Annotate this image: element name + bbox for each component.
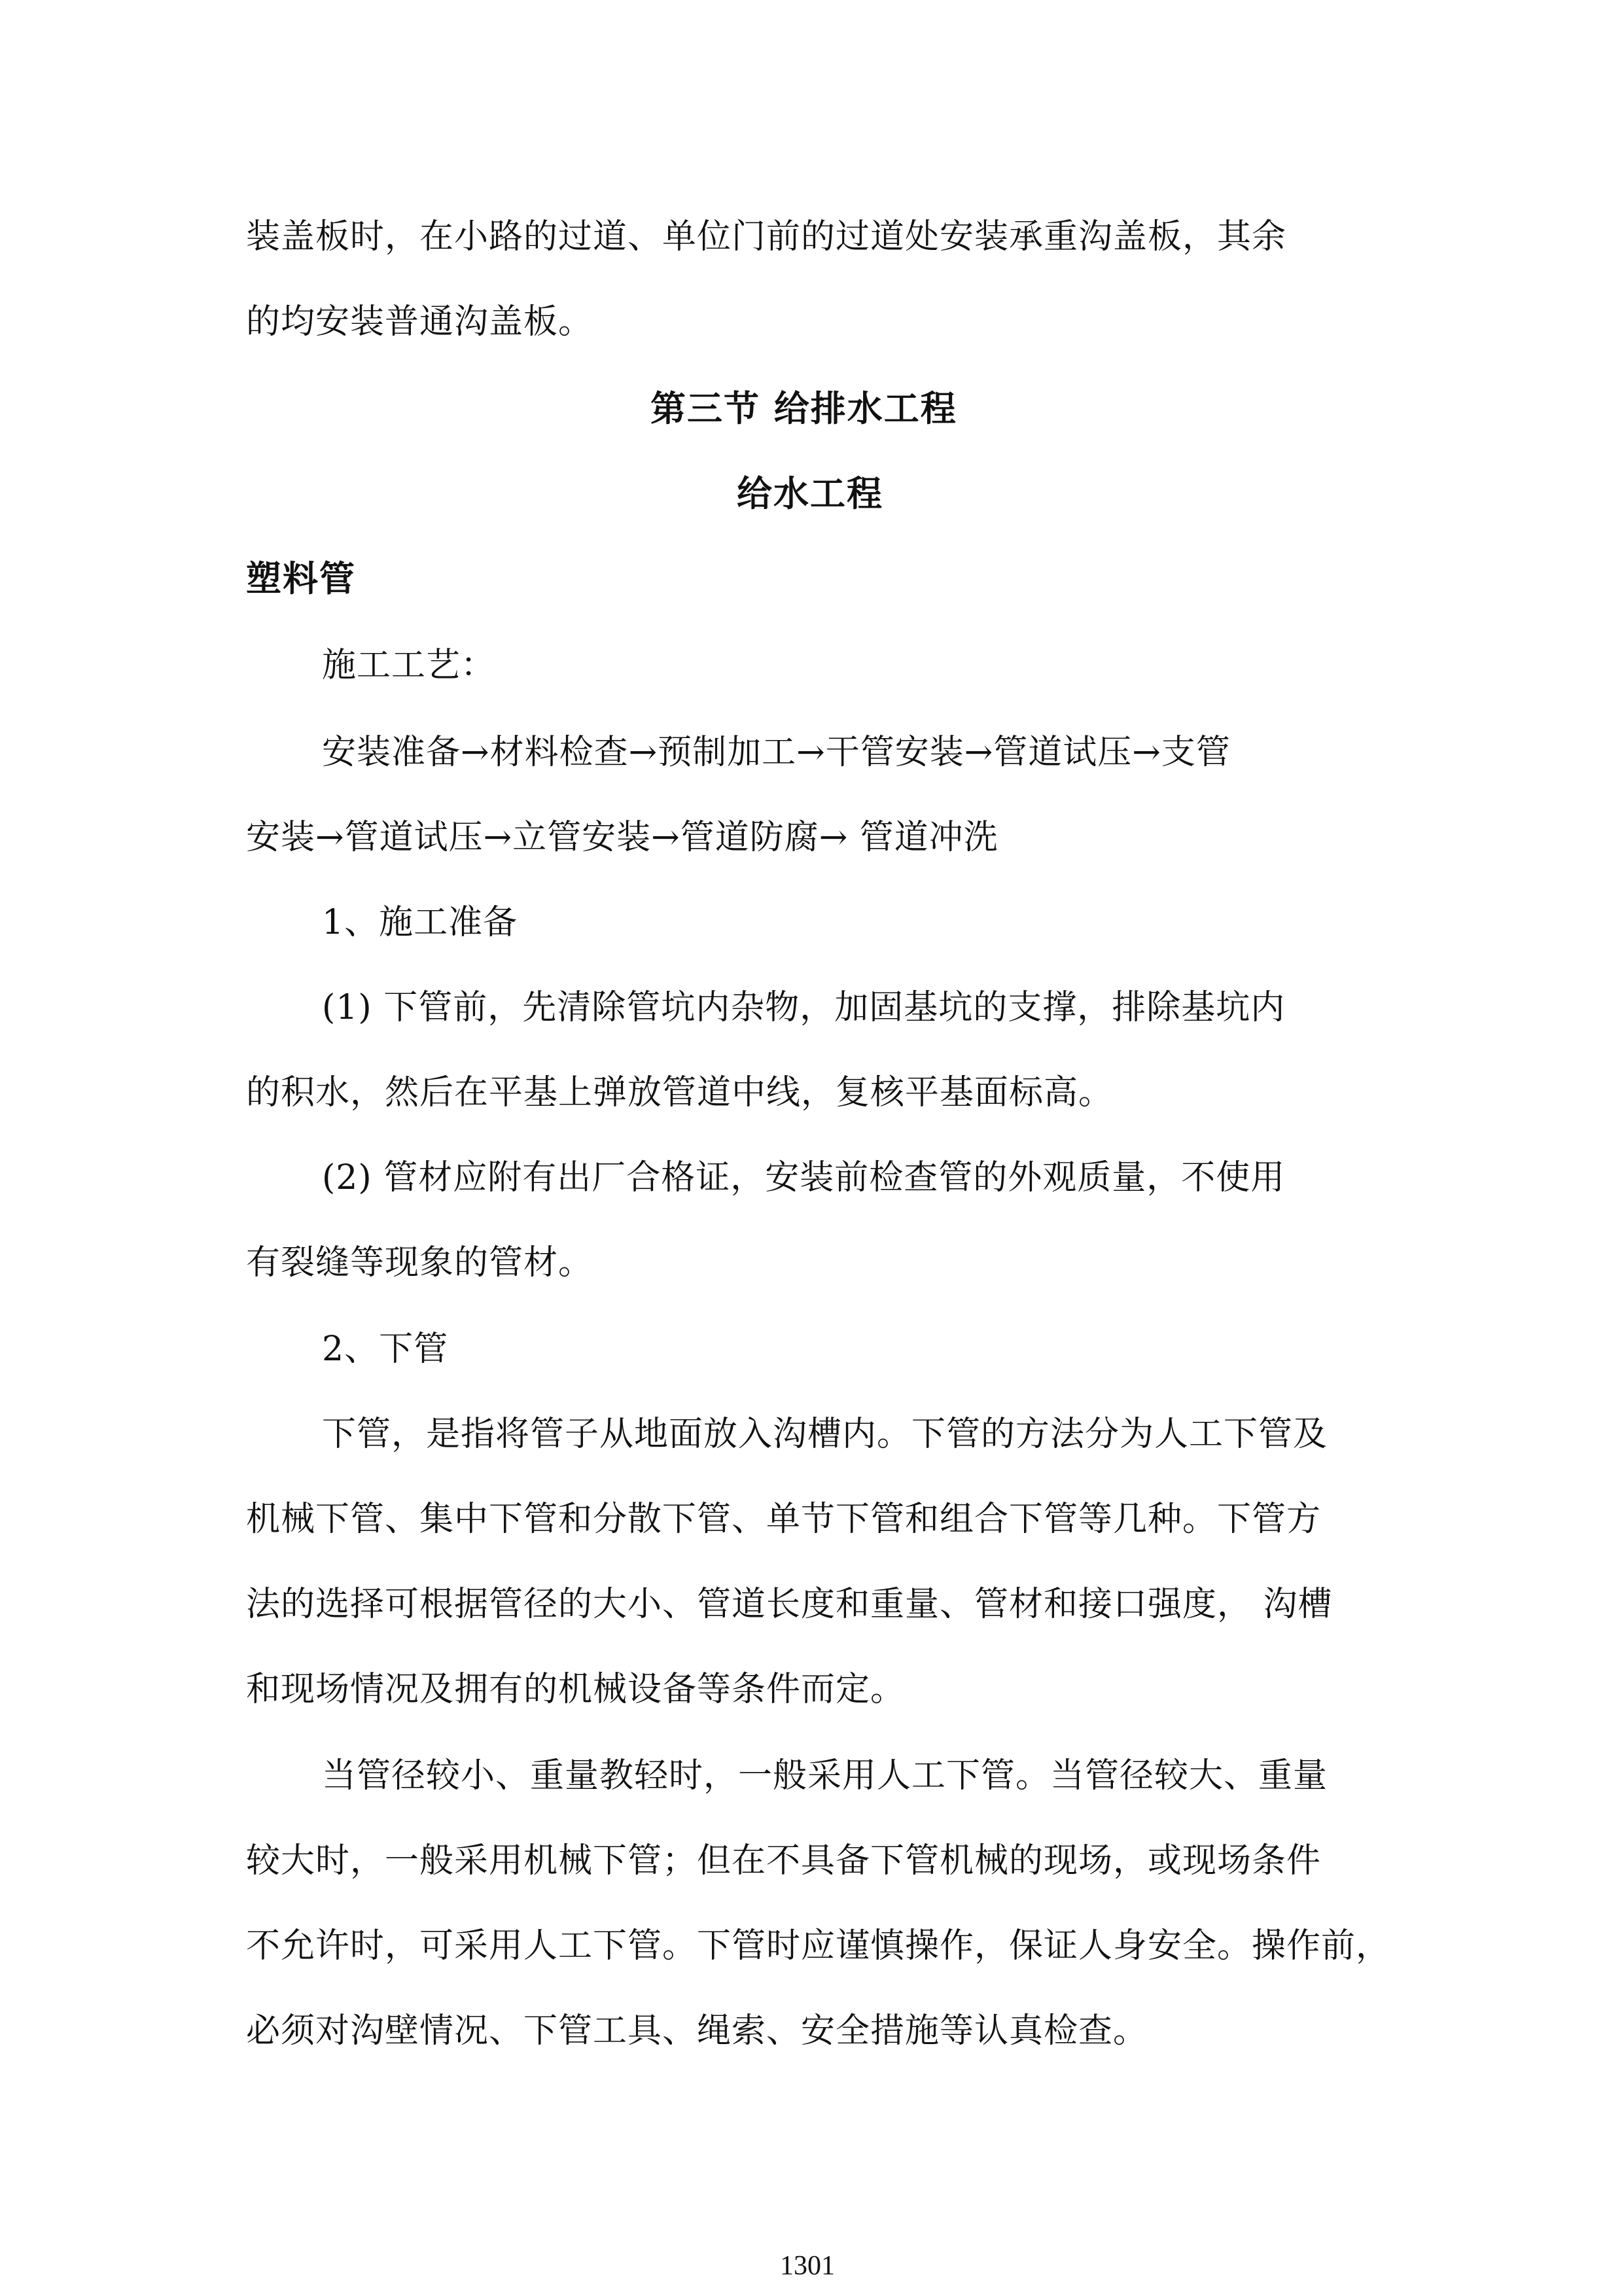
step-title: 1、施工准备 <box>322 903 518 942</box>
step-title: 2、下管 <box>322 1330 449 1369</box>
body-line: 下管，是指将管子从地面放入沟槽内。下管的方法分为人工下管及 <box>322 1415 1328 1454</box>
body-line: 法的选择可根据管径的大小、管道长度和重量、管材和接口强度， 沟槽 <box>246 1585 1333 1624</box>
subsection-title: 给水工程 <box>737 473 883 514</box>
body-line: (2) 管材应附有出厂合格证，安装前检查管的外观质量，不使用 <box>322 1158 1286 1197</box>
body-line: 的积水，然后在平基上弹放管道中线，复核平基面标高。 <box>246 1073 1114 1112</box>
body-line: 装盖板时，在小路的过道、单位门前的过道处安装承重沟盖板，其余 <box>246 217 1287 256</box>
body-line: 有裂缝等现象的管材。 <box>246 1243 593 1282</box>
body-line: 不允许时，可采用人工下管。下管时应谨慎操作，保证人身安全。操作前， <box>246 1926 1391 1966</box>
section-title: 第三节 给排水工程 <box>650 388 957 429</box>
body-line: (1) 下管前，先清除管坑内杂物，加固基坑的支撑，排除基坑内 <box>322 988 1286 1027</box>
body-line: 和现场情况及拥有的机械设备等条件而定。 <box>246 1670 906 1709</box>
body-line: 必须对沟壁情况、下管工具、绳索、安全措施等认真检查。 <box>246 2011 1148 2051</box>
process-label: 施工工艺： <box>322 646 496 685</box>
body-line: 当管径较小、重量教轻时，一般采用人工下管。当管径较大、重量 <box>322 1756 1328 1795</box>
process-flow-line: 安装→管道试压→立管安装→管道防腐→ 管道冲洗 <box>246 818 998 857</box>
body-line: 较大时，一般采用机械下管；但在不具备下管机械的现场，或现场条件 <box>246 1841 1322 1881</box>
page-number: 1301 <box>780 2251 835 2281</box>
body-line: 的均安装普通沟盖板。 <box>246 302 593 342</box>
process-flow-line: 安装准备→材料检查→预制加工→干管安装→管道试压→支管 <box>322 733 1231 772</box>
body-line: 机械下管、集中下管和分散下管、单节下管和组合下管等几种。下管方 <box>246 1500 1322 1539</box>
sub-heading: 塑料管 <box>246 558 356 599</box>
